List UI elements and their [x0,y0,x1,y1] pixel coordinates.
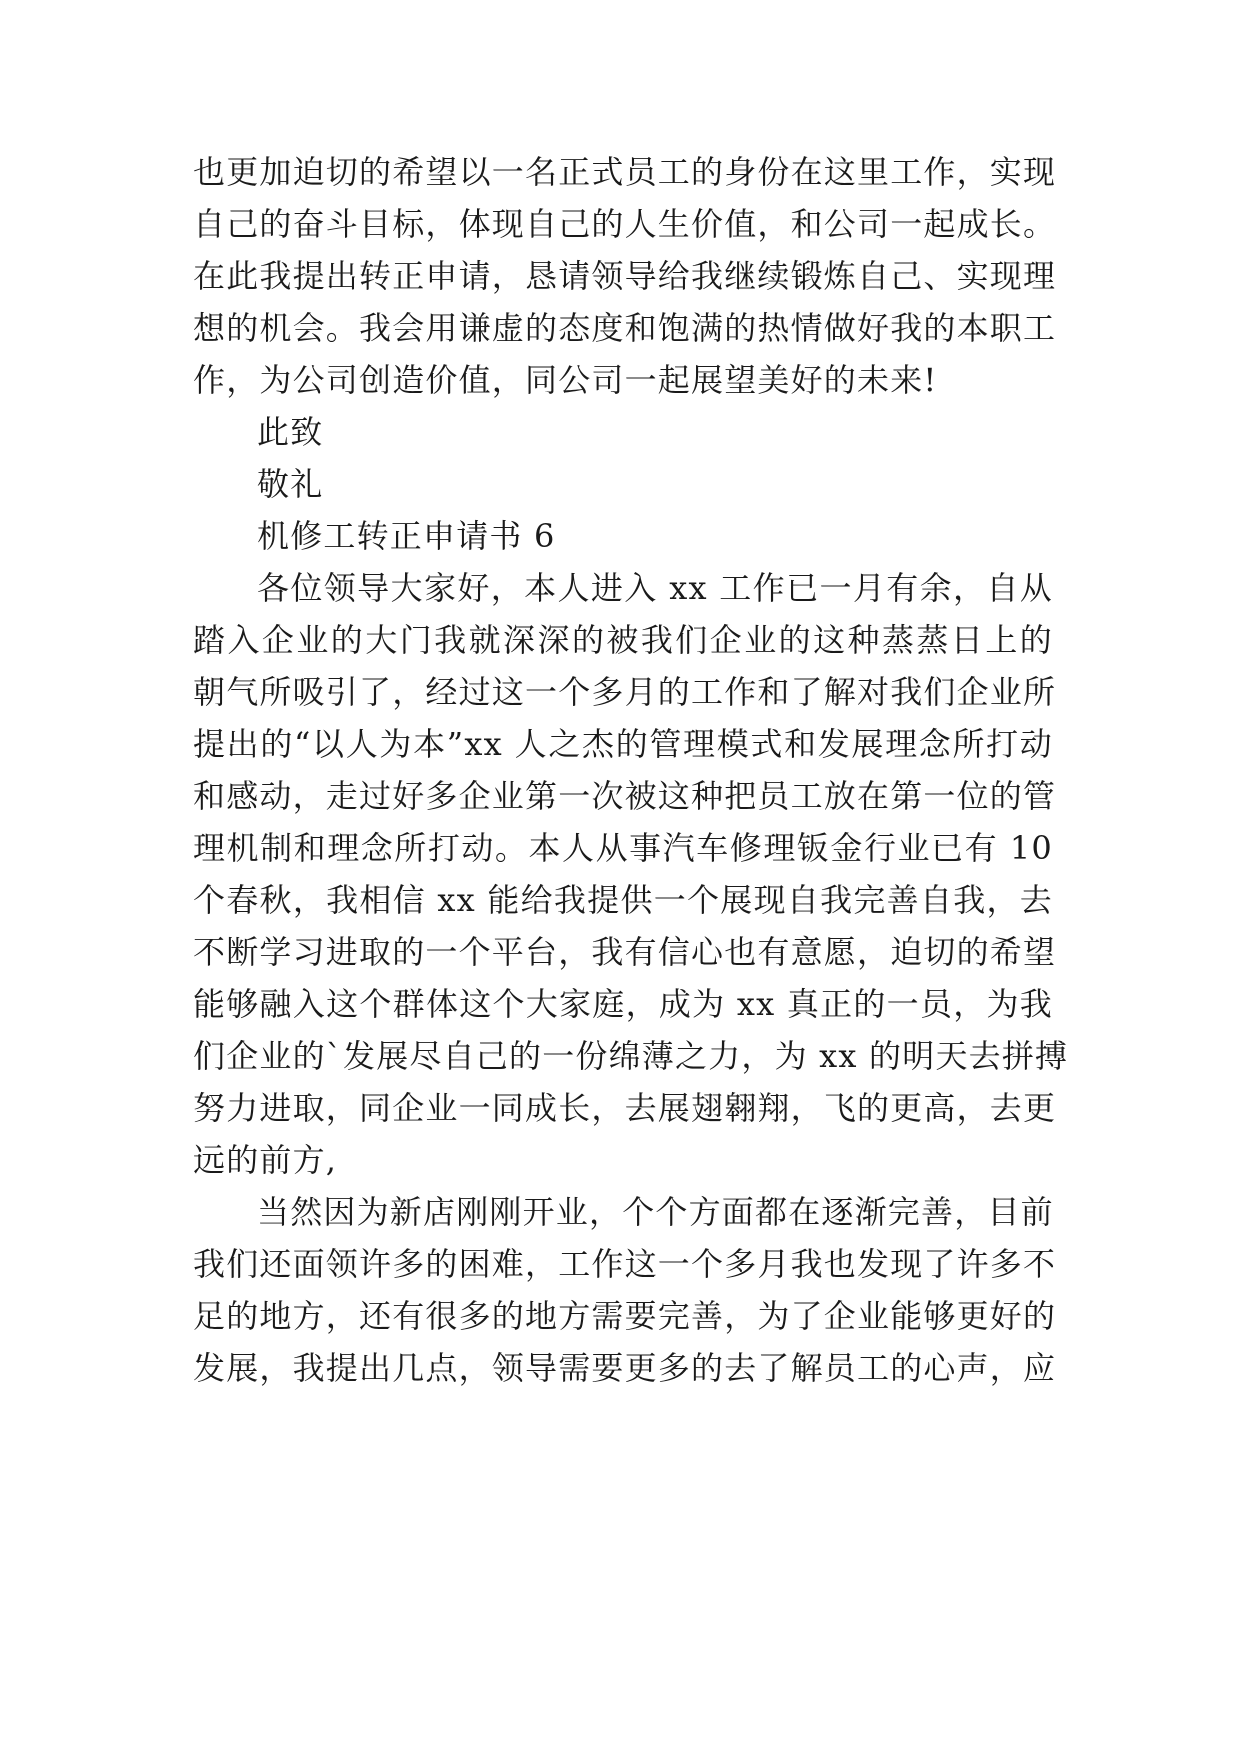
paragraph-line: 发展，我提出几点，领导需要更多的去了解员工的心声，应 [193,1349,1057,1387]
paragraph-line: 想的机会。我会用谦虚的态度和饱满的热情做好我的本职工 [193,309,1057,347]
section-heading: 机修工转正申请书 6 [257,517,556,555]
paragraph-line: 们企业的`发展尽自己的一份绵薄之力，为 xx 的明天去拼搏 [193,1037,1069,1075]
closing-salutation: 此致 [257,413,324,451]
paragraph-line: 自己的奋斗目标，体现自己的人生价值，和公司一起成长。 [193,205,1057,243]
paragraph-line: 理机制和理念所打动。本人从事汽车修理钣金行业已有 10 [193,829,1053,867]
paragraph-line: 能够融入这个群体这个大家庭，成为 xx 真正的一员，为我 [193,985,1053,1023]
paragraph-line: 踏入企业的大门我就深深的被我们企业的这种蒸蒸日上的 [193,621,1053,659]
paragraph-line: 我们还面领许多的困难，工作这一个多月我也发现了许多不 [193,1245,1057,1283]
paragraph-line: 不断学习进取的一个平台，我有信心也有意愿，迫切的希望 [193,933,1057,971]
paragraph-line: 当然因为新店刚刚开业，个个方面都在逐渐完善，目前 [257,1193,1054,1231]
paragraph-line: 朝气所吸引了，经过这一个多月的工作和了解对我们企业所 [193,673,1057,711]
paragraph-line: 努力进取，同企业一同成长，去展翅翱翔，飞的更高，去更 [193,1089,1057,1127]
closing-regards: 敬礼 [257,465,324,503]
paragraph-line: 也更加迫切的希望以一名正式员工的身份在这里工作，实现 [193,153,1057,191]
paragraph-line: 远的前方, [193,1141,338,1179]
paragraph-line: 足的地方，还有很多的地方需要完善，为了企业能够更好的 [193,1297,1057,1335]
paragraph-line: 提出的“以人为本”xx 人之杰的管理模式和发展理念所打动 [193,725,1053,763]
paragraph-line: 和感动，走过好多企业第一次被这种把员工放在第一位的管 [193,777,1057,815]
paragraph-line: 个春秋，我相信 xx 能给我提供一个展现自我完善自我，去 [193,881,1053,919]
paragraph-line: 各位领导大家好，本人进入 xx 工作已一月有余，自从 [257,569,1053,607]
paragraph-line: 作，为公司创造价值，同公司一起展望美好的未来! [193,361,938,399]
paragraph-line: 在此我提出转正申请，恳请领导给我继续锻炼自己、实现理 [193,257,1057,295]
